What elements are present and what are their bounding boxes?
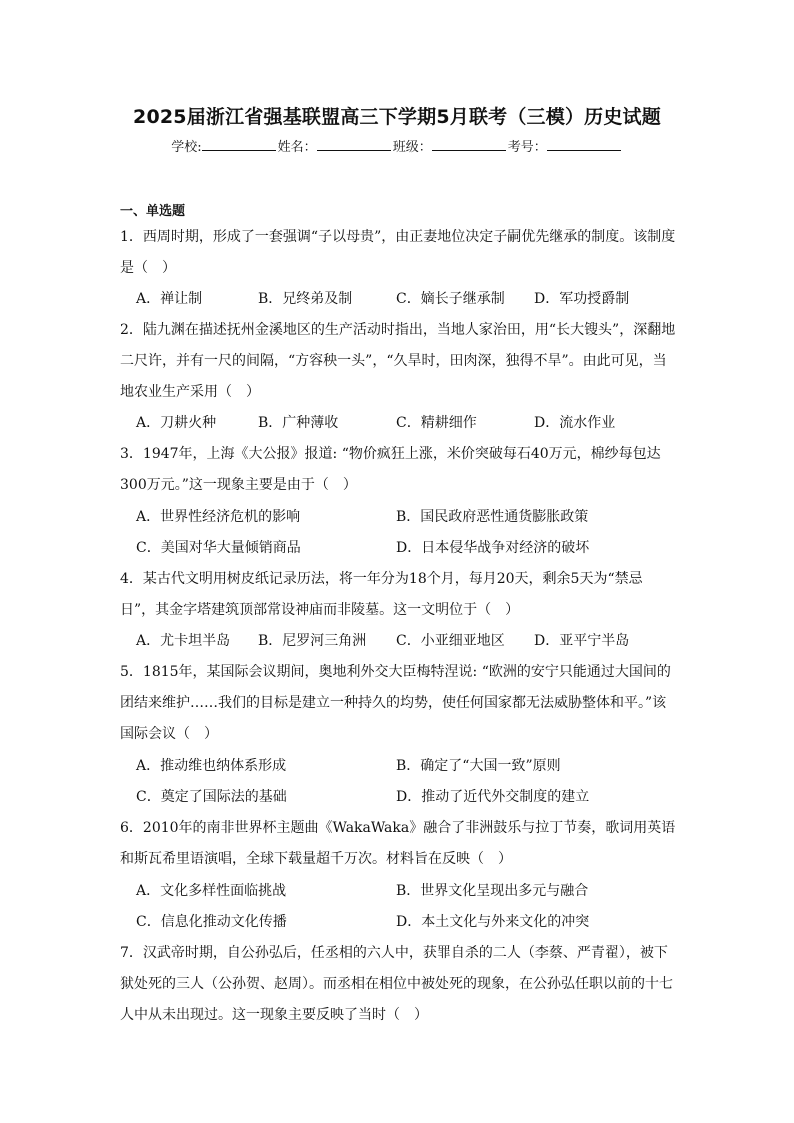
name-blank: [317, 138, 391, 151]
question-2-options: [136, 408, 676, 439]
name-label: 姓名：: [277, 140, 317, 155]
question-4: 4．某古代文明用树皮纸记录历法，将一年分为18个月，每月20天，剩余5天为“禁忌日”，其金字塔建筑顶部常设神庙而非陵墓。这一文明位于（ ）: [120, 571, 643, 618]
q5-option-c: C．奠定了国际法的基础: [136, 789, 287, 805]
question-3-options-row2: [136, 533, 676, 564]
q1-option-b: B．兄终弟及制: [258, 291, 353, 307]
question-6-options-row1: [136, 876, 676, 907]
q2-option-c: C．精耕细作: [396, 415, 477, 431]
q1-option-d: D．军功授爵制: [534, 291, 630, 307]
question-1-options: [136, 284, 676, 315]
q5-option-a: A．推动维也纳体系形成: [136, 758, 287, 774]
question-3: 3．1947年，上海《大公报》报道: “物价疯狂上涨，米价突破每石40万元，棉纱每包达300万元。”这一现象主要是由于（ ）: [120, 446, 661, 493]
question-1: 1．西周时期，形成了一套强调“子以母贵”，由正妻地位决定子嗣优先继承的制度。该制度是（ ）: [120, 229, 676, 276]
exam-no-blank: [547, 138, 621, 151]
q2-option-d: D．流水作业: [534, 415, 616, 431]
q6-option-b: B．世界文化呈现出多元与融合: [396, 883, 589, 899]
q3-option-c: C．美国对华大量倾销商品: [136, 540, 301, 556]
student-info-line: [0, 138, 794, 158]
question-7: 7．汉武帝时期，自公孙弘后，任丞相的六人中，获罪自杀的二人（李蔡、严青翟），被下狱处死的三人（公孙贺、赵周）。而丞相在相位中被处死的现象，在公孙弘任职以前的十七人中从未出现过。这一现象主要反映了当时（ ）: [120, 945, 673, 1023]
q4-option-c: C．小亚细亚地区: [396, 633, 505, 649]
q1-option-a: A．禅让制: [136, 291, 203, 307]
question-5-options-row1: [136, 751, 676, 782]
question-5: 5．1815年，某国际会议期间，奥地利外交大臣梅特涅说: “欧洲的安宁只能通过大国间的团结来维护……我们的目标是建立一种持久的均势，使任何国家都无法威胁整体和平。”该国际会议（ ）: [120, 664, 671, 742]
q4-option-b: B．尼罗河三角洲: [258, 633, 367, 649]
class-blank: [432, 138, 506, 151]
class-label: 班级：: [392, 140, 432, 155]
q4-option-a: A．尤卡坦半岛: [136, 633, 231, 649]
question-6-options-row2: [136, 907, 676, 938]
q2-option-b: B．广种薄收: [258, 415, 339, 431]
q4-option-d: D．亚平宁半岛: [534, 633, 630, 649]
question-3-options-row1: [136, 502, 676, 533]
q5-option-d: D．推动了近代外交制度的建立: [396, 789, 590, 805]
question-5-options-row2: [136, 782, 676, 813]
question-2: 2．陆九渊在描述抚州金溪地区的生产活动时指出，当地人家治田，用“长大锼头”，深翻地二尺许，并有一尺的间隔，“方容秧一头”，“久旱时，田肉深，独得不旱”。由此可见，当地农业生产采用（ ）: [120, 322, 676, 400]
exam-no-label: 考号：: [507, 140, 547, 155]
school-label: 学校:: [171, 140, 202, 155]
section-heading: 一、单选题: [120, 204, 186, 219]
q3-option-d: D．日本侵华战争对经济的破坏: [396, 540, 590, 556]
q6-option-a: A．文化多样性面临挑战: [136, 883, 287, 899]
q3-option-b: B．国民政府恶性通货膨胀政策: [396, 509, 589, 525]
q6-option-c: C．信息化推动文化传播: [136, 914, 287, 930]
q5-option-b: B．确定了“大国一致”原则: [396, 758, 561, 774]
q1-option-c: C．嫡长子继承制: [396, 291, 505, 307]
q3-option-a: A．世界性经济危机的影响: [136, 509, 301, 525]
q2-option-a: A．刀耕火种: [136, 415, 217, 431]
q6-option-d: D．本土文化与外来文化的冲突: [396, 914, 590, 930]
exam-title: 2025届浙江省强基联盟高三下学期5月联考（三模）历史试题: [133, 106, 661, 128]
question-6: 6．2010年的南非世界杯主题曲《WakaWaka》融合了非洲鼓乐与拉丁节奏，歌词用英语和斯瓦希里语演唱，全球下载量超千万次。材料旨在反映（ ）: [120, 820, 676, 867]
question-4-options: [136, 626, 676, 657]
school-blank: [202, 138, 276, 151]
